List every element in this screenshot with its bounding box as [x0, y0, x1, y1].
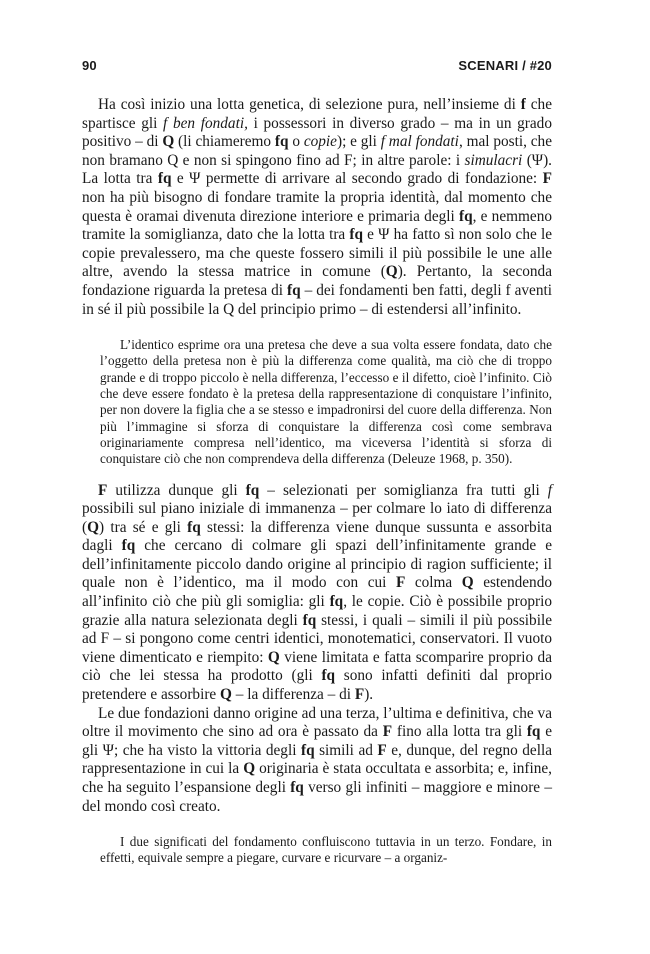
paragraph-1-run: e Ψ permette di arrivare al secondo grado di fondazione:: [171, 170, 543, 188]
paragraph-2-run: fq: [245, 481, 260, 499]
paragraph-1-run: f: [520, 96, 526, 113]
paragraph-3: [82, 705, 552, 817]
paragraph-1-run: fq: [157, 170, 172, 188]
paragraph-1-run: ). Pertanto, la seconda fondazione riguarda la pretesa di: [82, 263, 552, 299]
paragraph-1-run: (Ψ). La lotta tra: [82, 151, 552, 188]
paragraph-2-run: fq: [121, 537, 136, 555]
paragraph-2-run: fq: [302, 611, 317, 629]
paragraph-1-run: , mal posti, che non bramano Q e non si spingono fino ad F; in altre parole: i: [82, 133, 552, 169]
paragraph-2-run: – la differenza – di: [231, 686, 355, 704]
paragraph-1-run: f ben fondati,: [163, 114, 248, 132]
paragraph-2-run: fq: [329, 593, 344, 611]
paragraph-3-run: F: [377, 741, 387, 759]
paragraph-1-run: F: [542, 170, 552, 188]
paragraph-2-run: F: [354, 686, 365, 704]
paragraph-2-run: fq: [321, 667, 336, 685]
paragraph-1-run: , e nemmeno tramite la somiglianza, dato che la lotta tra: [82, 207, 552, 244]
paragraph-2-run: fq: [187, 518, 201, 536]
paragraph-2-run: F: [395, 574, 406, 592]
paragraph-2-run: – selezionati per somiglianza fra tutti gli: [259, 481, 548, 499]
paragraph-2-run: stessi: la differenza viene dunque sussunta e assorbita dagli: [82, 518, 552, 555]
paragraph-1-run: – dei fondamenti ben fatti, degli f aventi in sé il più possibile la Q del principio primo – di estendersi all’infinito.: [82, 281, 552, 318]
paragraph-3-run: Le due fondazioni danno origine ad una terza, l’ultima e definitiva, che va oltre il movimento che sino ad ora è passato da: [82, 704, 552, 741]
paragraph-2-run: estendendo all’infinito ciò che più gli somiglia: gli: [82, 574, 553, 611]
paragraph-1: [82, 96, 552, 319]
paragraph-1-run: ); e gli: [336, 133, 381, 151]
paragraph-1-run: fq: [287, 281, 301, 299]
paragraph-3-run: fq: [300, 741, 315, 759]
paragraph-3-run: simili ad: [314, 741, 378, 759]
paragraph-2-run: stessi, i quali – simili il più possibile ad F – si pongono come centri identici, monotematici, conservatori. Il vuoto viene dimenticato e riempito:: [82, 611, 552, 666]
paragraph-3-run: fq: [526, 723, 541, 741]
paragraph-1-run: (li chiameremo: [174, 133, 275, 151]
paragraph-3-run: fq: [290, 779, 304, 796]
paragraph-1-run: o: [288, 133, 304, 151]
paragraph-2-run: che cercano di colmare gli spazi dell’infinitamente grande e dell’infinitamente piccolo dando origine al principio di ragion sufficiente; il quale non è l’identico, ma il modo con cui: [82, 537, 552, 592]
paragraph-3-run: fino alla lotta tra gli: [392, 723, 527, 741]
paragraph-1-run: non ha più bisogno di fondare tramite la propria identità, dal momento che questa è oramai divenuta direzione interiore e primaria degli: [82, 188, 552, 225]
paragraph-1-run: simulacri: [464, 151, 523, 169]
paragraph-1-run: Q: [162, 133, 175, 151]
paragraph-2-run: utilizza dunque gli: [107, 481, 246, 499]
paragraph-2-run: colma: [405, 574, 462, 592]
paragraph-2-run: Q: [220, 686, 232, 704]
paragraph-1-run: e Ψ ha fatto sì non solo che le copie prevalessero, ma che queste fossero simili il più possibile le une alle altre, avendo la stessa matrice in comune (: [82, 226, 552, 281]
paragraph-1-run: copie: [303, 133, 337, 151]
block-quote: [100, 337, 552, 467]
paragraph-1-run: che spartisce gli: [82, 96, 552, 132]
paragraph-2-run: ).: [364, 686, 374, 704]
paragraph-1-run: fq: [349, 226, 363, 244]
paragraph-3-run: e, dunque, del regno della rappresentazione in cui la: [82, 741, 552, 778]
page-body: [82, 96, 552, 867]
paragraph-2: [82, 482, 552, 705]
paragraph-2-run: ) tra sé e gli: [99, 518, 188, 536]
paragraph-2-run: , le copie. Ciò è possibile proprio grazie alla natura selezionata degli: [82, 593, 552, 629]
paragraph-3-run: Q: [243, 760, 256, 778]
paragraph-2-run: possibili sul piano iniziale di immanenza – per colmare lo iato di differenza (: [82, 500, 552, 536]
paragraph-1-run: Q: [385, 263, 398, 281]
paragraph-2-run: sono infatti definiti dal proprio pretendere e assorbire: [82, 667, 552, 704]
page-number: 90: [82, 58, 97, 73]
paragraph-1-run: fq: [274, 133, 289, 151]
paragraph-1-run: Ha così inizio una lotta genetica, di selezione pura, nell’insieme di: [98, 96, 521, 113]
paragraph-3-run: originaria è stata occultata e assorbita; e, infine, che ha seguito l’espansione degli: [82, 760, 552, 796]
paragraph-2-run: viene limitata e fatta scomparire proprio da ciò che lei stessa ha prodotto (gli: [82, 648, 552, 685]
paragraph-1-run: f mal fondati: [380, 133, 459, 151]
running-header: SCENARI / #20: [458, 58, 552, 73]
paragraph-2-run: Q: [267, 648, 280, 666]
paragraph-3-run: F: [382, 723, 393, 741]
paragraph-2-run: F: [98, 481, 108, 499]
paragraph-1-run: fq: [458, 207, 473, 225]
paragraph-1-run: i possessori in diverso grado – ma in un grado positivo – di: [82, 114, 552, 151]
paragraph-3-run: e gli Ψ; che ha visto la vittoria degli: [82, 723, 552, 759]
paragraph-2-run: Q: [87, 518, 100, 536]
block-quote-text: L’identico esprime ora una pretesa che deve a sua volta essere fondata, dato che l’oggetto della pretesa non è più la differenza come qualità, ma ciò che di troppo grande e di troppo piccolo è nella differenza, l’eccesso e il difetto, cioè l’infinito. Ciò che deve essere fondato è la pretesa della rappresentazione di conquistare l’infinito, per non dovere la figlia che a se stesso e impadronirsi del cuore della differenza. Non più l’immagine si sforza di conquistare la differenza così come sembrava originariamente compresa nell’identico, ma viceversa l’identità si sforza di conquistare ciò che non comprendeva della differenza (Deleuze 1968, p. 350).: [100, 337, 552, 467]
paragraph-4: I due significati del fondamento confluiscono tuttavia in un terzo. Fondare, in effetti, equivale sempre a piegare, curvare e ricurvare – a organiz-: [100, 834, 552, 866]
paragraph-2-run: Q: [461, 574, 474, 592]
paragraph-2-run: f: [547, 481, 552, 499]
paragraph-3-run: verso gli infiniti – maggiore e minore – del mondo così creato.: [82, 779, 552, 815]
